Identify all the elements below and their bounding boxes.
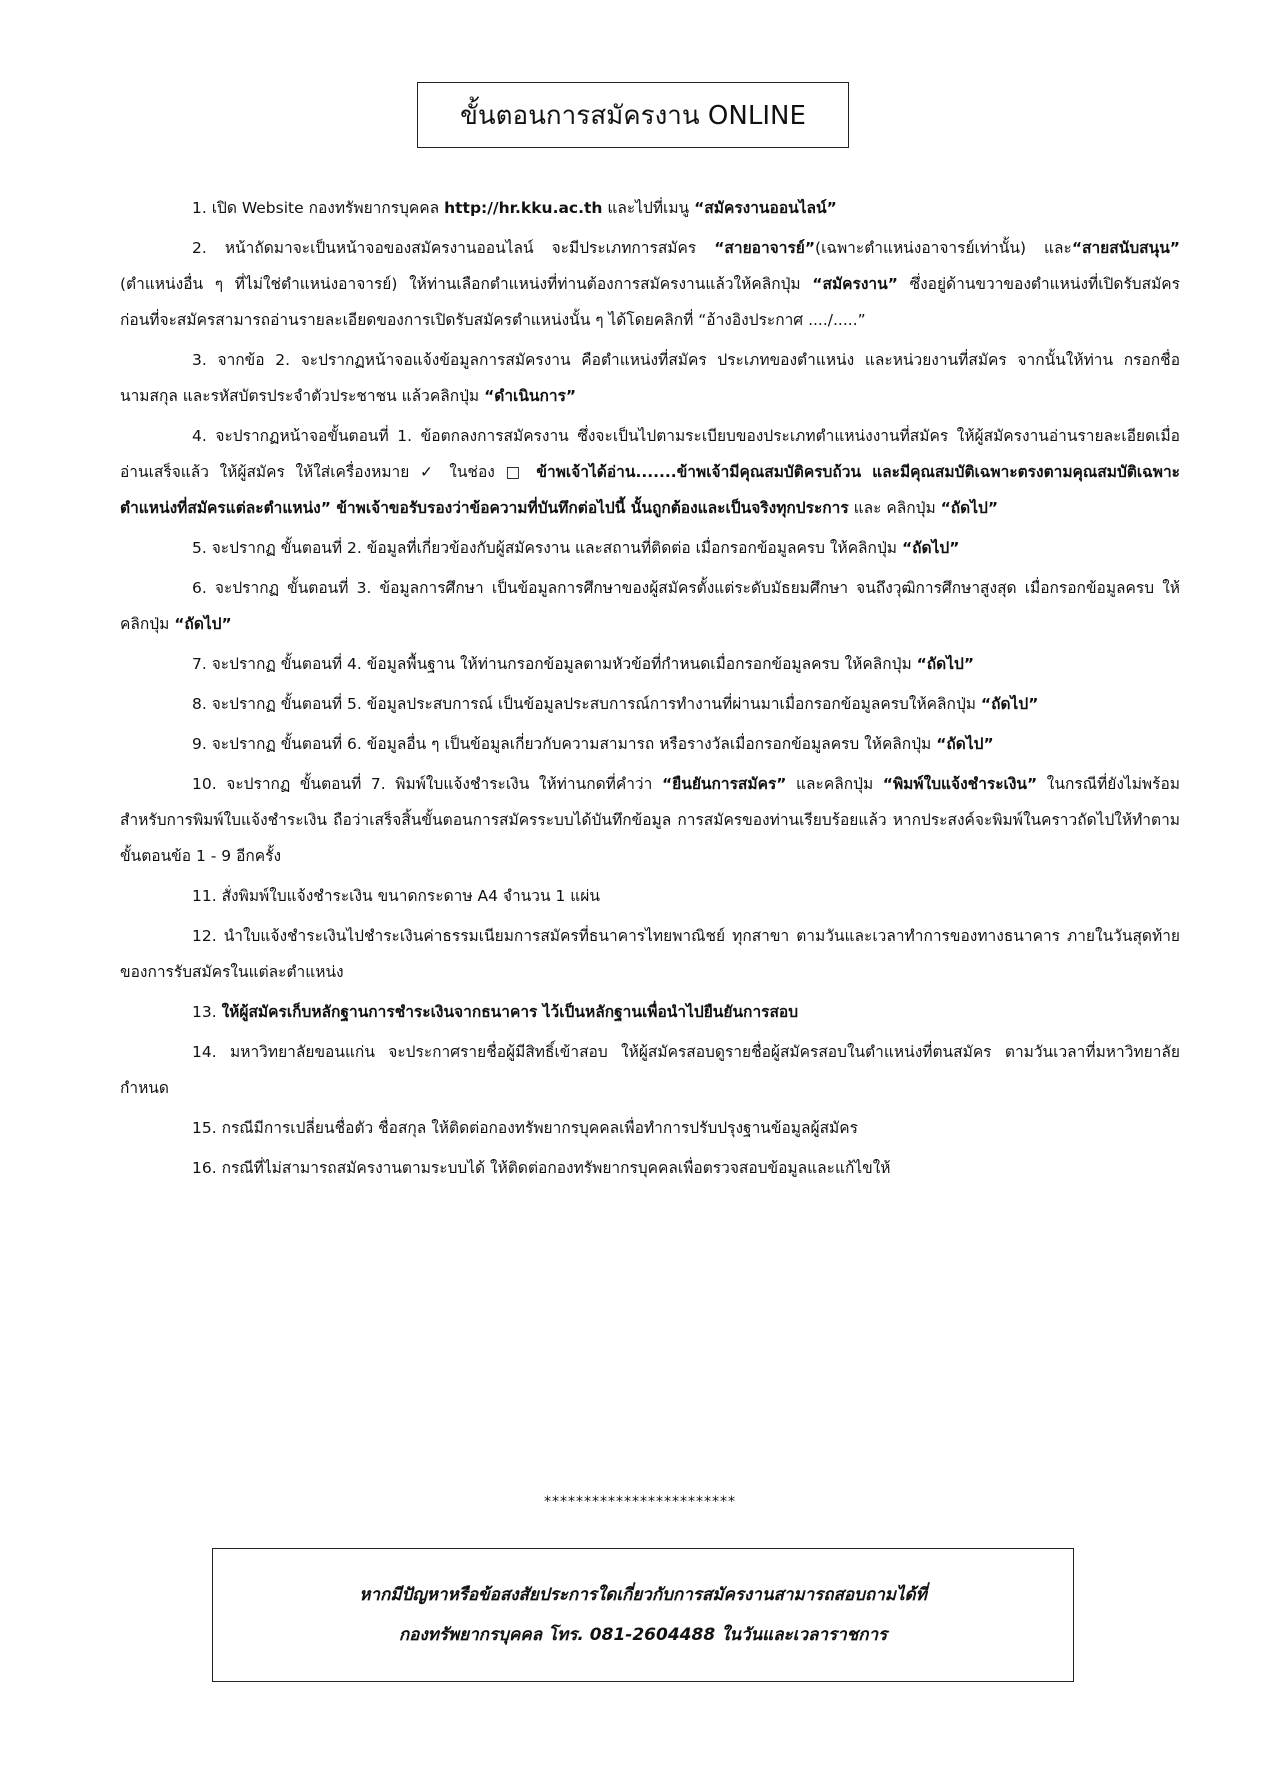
contact-box bbox=[212, 1548, 1074, 1682]
step-emphasis: http://hr.kku.ac.th bbox=[444, 199, 603, 217]
step-number: 11. bbox=[192, 887, 222, 905]
step-text: กรณีมีการเปลี่ยนชื่อตัว ชื่อสกุล ให้ติดต่อกองทรัพยากรบุคคลเพื่อทำการปรับปรุงฐานข้อมูลผู้สมัคร bbox=[221, 1119, 858, 1137]
page-title: ขั้นตอนการสมัครงาน ONLINE bbox=[417, 82, 849, 148]
step-emphasis: “สายสนับสนุน” bbox=[1071, 239, 1180, 257]
step-emphasis: “ดำเนินการ” bbox=[484, 387, 577, 405]
step-number: 6. bbox=[192, 579, 215, 597]
step-text: และไปที่เมนู bbox=[602, 199, 695, 217]
step-emphasis: “สมัครงานออนไลน์” bbox=[694, 199, 837, 217]
step-number: 5. bbox=[192, 539, 212, 557]
step-text: เปิด Website กองทรัพยากรบุคคล bbox=[211, 199, 445, 217]
step-text: จากข้อ 2. จะปรากฏหน้าจอแจ้งข้อมูลการสมัครงาน คือตำแหน่งที่สมัคร ประเภทของตำแหน่ง และหน่วยงานที่สมัคร จากนั้นให้ท่าน กรอกชื่อ นามสกุล และรหัสบัตรประจำตัวประชาชน แล้วคลิกปุ่ม bbox=[120, 351, 1181, 405]
step-number: 13. bbox=[192, 1003, 222, 1021]
step-number: 14. bbox=[192, 1043, 231, 1061]
step-emphasis: “สายอาจารย์” bbox=[714, 239, 816, 257]
step-text: สั่งพิมพ์ใบแจ้งชำระเงิน ขนาดกระดาษ A4 จำนวน 1 แผ่น bbox=[221, 887, 600, 905]
step-item bbox=[120, 646, 1180, 682]
step-text: นำใบแจ้งชำระเงินไปชำระเงินค่าธรรมเนียมการสมัครที่ธนาคารไทยพาณิชย์ ทุกสาขา ตามวันและเวลาทำการของทางธนาคาร ภายในวันสุดท้ายของการรับสมัครในแต่ละตำแหน่ง bbox=[120, 927, 1180, 981]
step-text: จะปรากฏ ขั้นตอนที่ 4. ข้อมูลพื้นฐาน ให้ท่านกรอกข้อมูลตามหัวข้อที่กำหนดเมื่อกรอกข้อมูลครบ ให้คลิกปุ่ม bbox=[211, 655, 917, 673]
step-item bbox=[120, 1034, 1180, 1106]
step-text: จะปรากฏ ขั้นตอนที่ 3. ข้อมูลการศึกษา เป็นข้อมูลการศึกษาของผู้สมัครตั้งแต่ระดับมัธยมศึกษา จนถึงวุฒิการศึกษาสูงสุด เมื่อกรอกข้อมูลครบ ให้คลิกปุ่ม bbox=[120, 579, 1180, 633]
step-text: กรณีที่ไม่สามารถสมัครงานตามระบบได้ ให้ติดต่อกองทรัพยากรบุคคลเพื่อตรวจสอบข้อมูลและแก้ไขให้ bbox=[221, 1159, 891, 1177]
step-emphasis: “ถัดไป” bbox=[916, 655, 975, 673]
step-item bbox=[120, 230, 1180, 338]
step-number: 1. bbox=[192, 199, 212, 217]
step-text: จะปรากฏหน้าจอขั้นตอนที่ 1. ข้อตกลงการสมัครงาน ซึ่งจะเป็นไปตามระเบียบของประเภทตำแหน่งงานที่สมัคร ให้ผู้สมัครงานอ่านรายละเอียดเมื่ออ่านเสร็จแล้ว ให้ผู้สมัคร ให้ใส่เครื่องหมาย ✓ ในช่อง □ bbox=[120, 427, 1180, 481]
step-text: (ตำแหน่งอื่น ๆ ที่ไม่ใช่ตำแหน่งอาจารย์) ให้ท่านเลือกตำแหน่งที่ท่านต้องการสมัครงานแล้วให้คลิกปุ่ม bbox=[120, 275, 813, 293]
step-emphasis: ข้าพเจ้าได้อ่าน.......ข้าพเจ้ามีคุณสมบัติครบถ้วน และมีคุณสมบัติเฉพาะตรงตามคุณสมบัติเฉพาะตำแหน่งที่สมัครแต่ละตำแหน่ง” ข้าพเจ้าขอรับรองว่าข้อความที่บันทึกต่อไปนี้ นั้นถูกต้องและเป็นจริงทุกประการ bbox=[120, 463, 1180, 517]
step-number: 15. bbox=[192, 1119, 222, 1137]
step-text: หน้าถัดมาจะเป็นหน้าจอของสมัครงานออนไลน์ จะมีประเภทการสมัคร bbox=[224, 239, 715, 257]
step-item bbox=[120, 918, 1180, 990]
step-emphasis: ให้ผู้สมัครเก็บหลักฐานการชำระเงินจากธนาคาร ไว้เป็นหลักฐานเพื่อนำไปยืนยันการสอบ bbox=[221, 1003, 799, 1021]
step-item bbox=[120, 530, 1180, 566]
step-emphasis: “พิมพ์ใบแจ้งชำระเงิน” bbox=[882, 775, 1038, 793]
steps-list bbox=[120, 190, 1180, 1190]
separator: ************************ bbox=[544, 1494, 736, 1510]
step-text: จะปรากฏ ขั้นตอนที่ 6. ข้อมูลอื่น ๆ เป็นข้อมูลเกี่ยวกับความสามารถ หรือรางวัลเมื่อกรอกข้อมูลครบ ให้คลิกปุ่ม bbox=[211, 735, 937, 753]
step-text: ในกรณีที่ยังไม่พร้อมสำหรับการพิมพ์ใบแจ้งชำระเงิน ถือว่าเสร็จสิ้นขั้นตอนการสมัครระบบได้บันทึกข้อมูล การสมัครของท่านเรียบร้อยแล้ว หากประสงค์จะพิมพ์ในคราวถัดไปให้ทำตามขั้นตอนข้อ 1 - 9 อีกครั้ง bbox=[120, 775, 1180, 865]
step-item bbox=[120, 994, 1180, 1030]
step-emphasis: “ถัดไป” bbox=[174, 615, 232, 633]
step-item bbox=[120, 418, 1180, 526]
step-number: 10. bbox=[192, 775, 227, 793]
step-text: (เฉพาะตำแหน่งอาจารย์เท่านั้น) และ bbox=[815, 239, 1072, 257]
step-number: 2. bbox=[192, 239, 225, 257]
step-emphasis: “ถัดไป” bbox=[980, 695, 1039, 713]
step-item bbox=[120, 726, 1180, 762]
step-text: จะปรากฏ ขั้นตอนที่ 5. ข้อมูลประสบการณ์ เป็นข้อมูลประสบการณ์การทำงานที่ผ่านมาเมื่อกรอกข้อมูลครบให้คลิกปุ่ม bbox=[211, 695, 981, 713]
step-item bbox=[120, 686, 1180, 722]
step-text: จะปรากฏ ขั้นตอนที่ 2. ข้อมูลที่เกี่ยวข้องกับผู้สมัครงาน และสถานที่ติดต่อ เมื่อกรอกข้อมูลครบ ให้คลิกปุ่ม bbox=[211, 539, 902, 557]
step-item bbox=[120, 766, 1180, 874]
step-item bbox=[120, 190, 1180, 226]
step-item bbox=[120, 1110, 1180, 1146]
step-emphasis: “ถัดไป” bbox=[940, 499, 999, 517]
step-emphasis: “ถัดไป” bbox=[901, 539, 960, 557]
step-emphasis: “สมัครงาน” bbox=[812, 275, 898, 293]
step-text: และคลิกปุ่ม bbox=[786, 775, 883, 793]
contact-line-2: กองทรัพยากรบุคคล โทร. 081-2604488 ในวันและเวลาราชการ bbox=[398, 1625, 888, 1645]
step-number: 16. bbox=[192, 1159, 222, 1177]
step-emphasis: “ถัดไป” bbox=[936, 735, 994, 753]
step-number: 12. bbox=[192, 927, 224, 945]
step-item bbox=[120, 1150, 1180, 1186]
step-number: 9. bbox=[192, 735, 212, 753]
step-emphasis: “ยืนยันการสมัคร” bbox=[661, 775, 787, 793]
step-number: 8. bbox=[192, 695, 212, 713]
step-number: 3. bbox=[192, 351, 218, 369]
step-text: จะปรากฏ ขั้นตอนที่ 7. พิมพ์ใบแจ้งชำระเงิน ให้ท่านกดที่คำว่า bbox=[226, 775, 662, 793]
step-item bbox=[120, 570, 1180, 642]
step-number: 7. bbox=[192, 655, 212, 673]
step-item bbox=[120, 878, 1180, 914]
step-number: 4. bbox=[192, 427, 216, 445]
step-text: มหาวิทยาลัยขอนแก่น จะประกาศรายชื่อผู้มีสิทธิ์เข้าสอบ ให้ผู้สมัครสอบดูรายชื่อผู้สมัครสอบในตำแหน่งที่ตนสมัคร ตามวันเวลาที่มหาวิทยาลัยกำหนด bbox=[120, 1043, 1181, 1097]
step-text: ซึ่งอยู่ด้านขวาของตำแหน่งที่เปิดรับสมัคร ก่อนที่จะสมัครสามารถอ่านรายละเอียดของการเปิดรับสมัครตำแหน่งนั้น ๆ ได้โดยคลิกที่ “อ้างอิงประกาศ ..../.....” bbox=[120, 275, 1180, 329]
step-item bbox=[120, 342, 1180, 414]
contact-line-1: หากมีปัญหาหรือข้อสงสัยประการใดเกี่ยวกับการสมัครงานสามารถสอบถามได้ที่ bbox=[359, 1585, 927, 1605]
step-text: และ คลิกปุ่ม bbox=[848, 499, 941, 517]
